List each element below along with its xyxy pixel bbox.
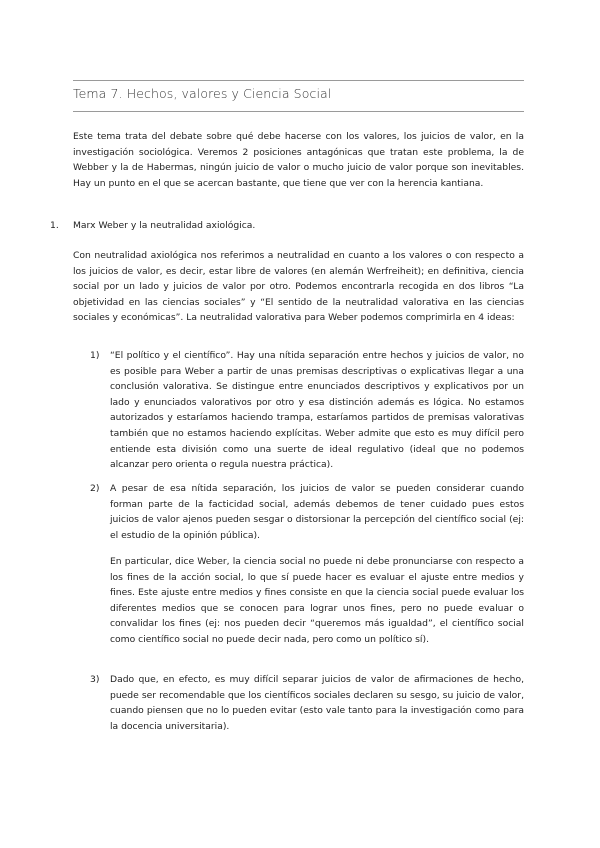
title-underline	[73, 111, 524, 112]
idea-2-extra: En particular, dice Weber, la ciencia social no puede ni debe pronunciarse con respecto a los fines de la acción social, lo que sí puede hacer es evaluar el ajuste entre medios y fines. Este ajuste entre medios y fines consiste en que la ciencia social puede evaluar los diferentes medios que se conocen para lograr unos fines, pero no puede evaluar o convalidar los fines (ej: nos pueden decir “queremos más igualdad”, el científico social como científico social no puede decir nada, pero como un político sí).	[110, 556, 524, 645]
idea-1-text: “El político y el científico”. Hay una nítida separación entre hechos y juicios de valor, no es posible para Weber a partir de unas premisas descriptivas o explicativas llegar a una conclusión valorativa. Se distingue entre enunciados descriptivos y explicativos por un lado y enunciados valorativos por otro y esa distinción además es lógica. No estamos autorizados y estaríamos haciendo trampa, estaríamos partidos de premisas valorativas también que no estamos haciendo explícitas. Weber admite que esto es muy difícil pero entiende esta división como una suerte de ideal regulativo (ideal que no podemos alcanzar pero orienta o regula nuestra práctica).	[110, 350, 524, 471]
page-title: Tema 7. Hechos, valores y Ciencia Social	[73, 86, 332, 101]
idea-3-text: Dado que, en efecto, es muy difícil separar juicios de valor de afirmaciones de hecho, puede ser recomendable que los científicos sociales declaren su sesgo, su juicio de valor, cuando piensen que no lo pueden evitar (esto vale tanto para la investigación como para la docencia universitaria).	[110, 674, 524, 732]
idea-2-marker: 2)	[90, 483, 100, 494]
section-paragraph: Con neutralidad axiológica nos referimos a neutralidad en cuanto a los valores o con respecto a los juicios de valor, es decir, estar libre de valores (en alemán Werfreiheit); en definitiva, ciencia social por un lado y juicios de valor por otro. Podemos encontrarla recogida en dos libros “La objetividad en las ciencias sociales” y “El sentido de la neutralidad valorativa en las ciencias sociales y económicas”. La neutralidad valorativa para Weber podemos comprimirla en 4 ideas:	[73, 250, 524, 324]
intro-paragraph: Este tema trata del debate sobre qué debe hacerse con los valores, los juicios de valor, en la investigación sociológica. Veremos 2 posiciones antagónicas que tratan este problema, la de Webber y la de Habermas, ningún juicio de valor o mucho juicio de valor porque son inevitables. Hay un punto en el que se acercan bastante, que tiene que ver con la herencia kantiana.	[73, 131, 524, 189]
top-rule	[73, 80, 524, 81]
idea-3-marker: 3)	[90, 674, 100, 685]
section-number: 1.	[50, 220, 59, 231]
idea-2-text: A pesar de esa nítida separación, los juicios de valor se pueden considerar cuando forman parte de la facticidad social, además debemos de tener cuidado pues estos juicios de valor ajenos pueden sesgar o distorsionar la percepción del científico social (ej: el estudio de la opinión pública).	[110, 483, 524, 541]
idea-1-marker: 1)	[90, 350, 100, 361]
section-heading: Marx Weber y la neutralidad axiológica.	[73, 220, 256, 231]
